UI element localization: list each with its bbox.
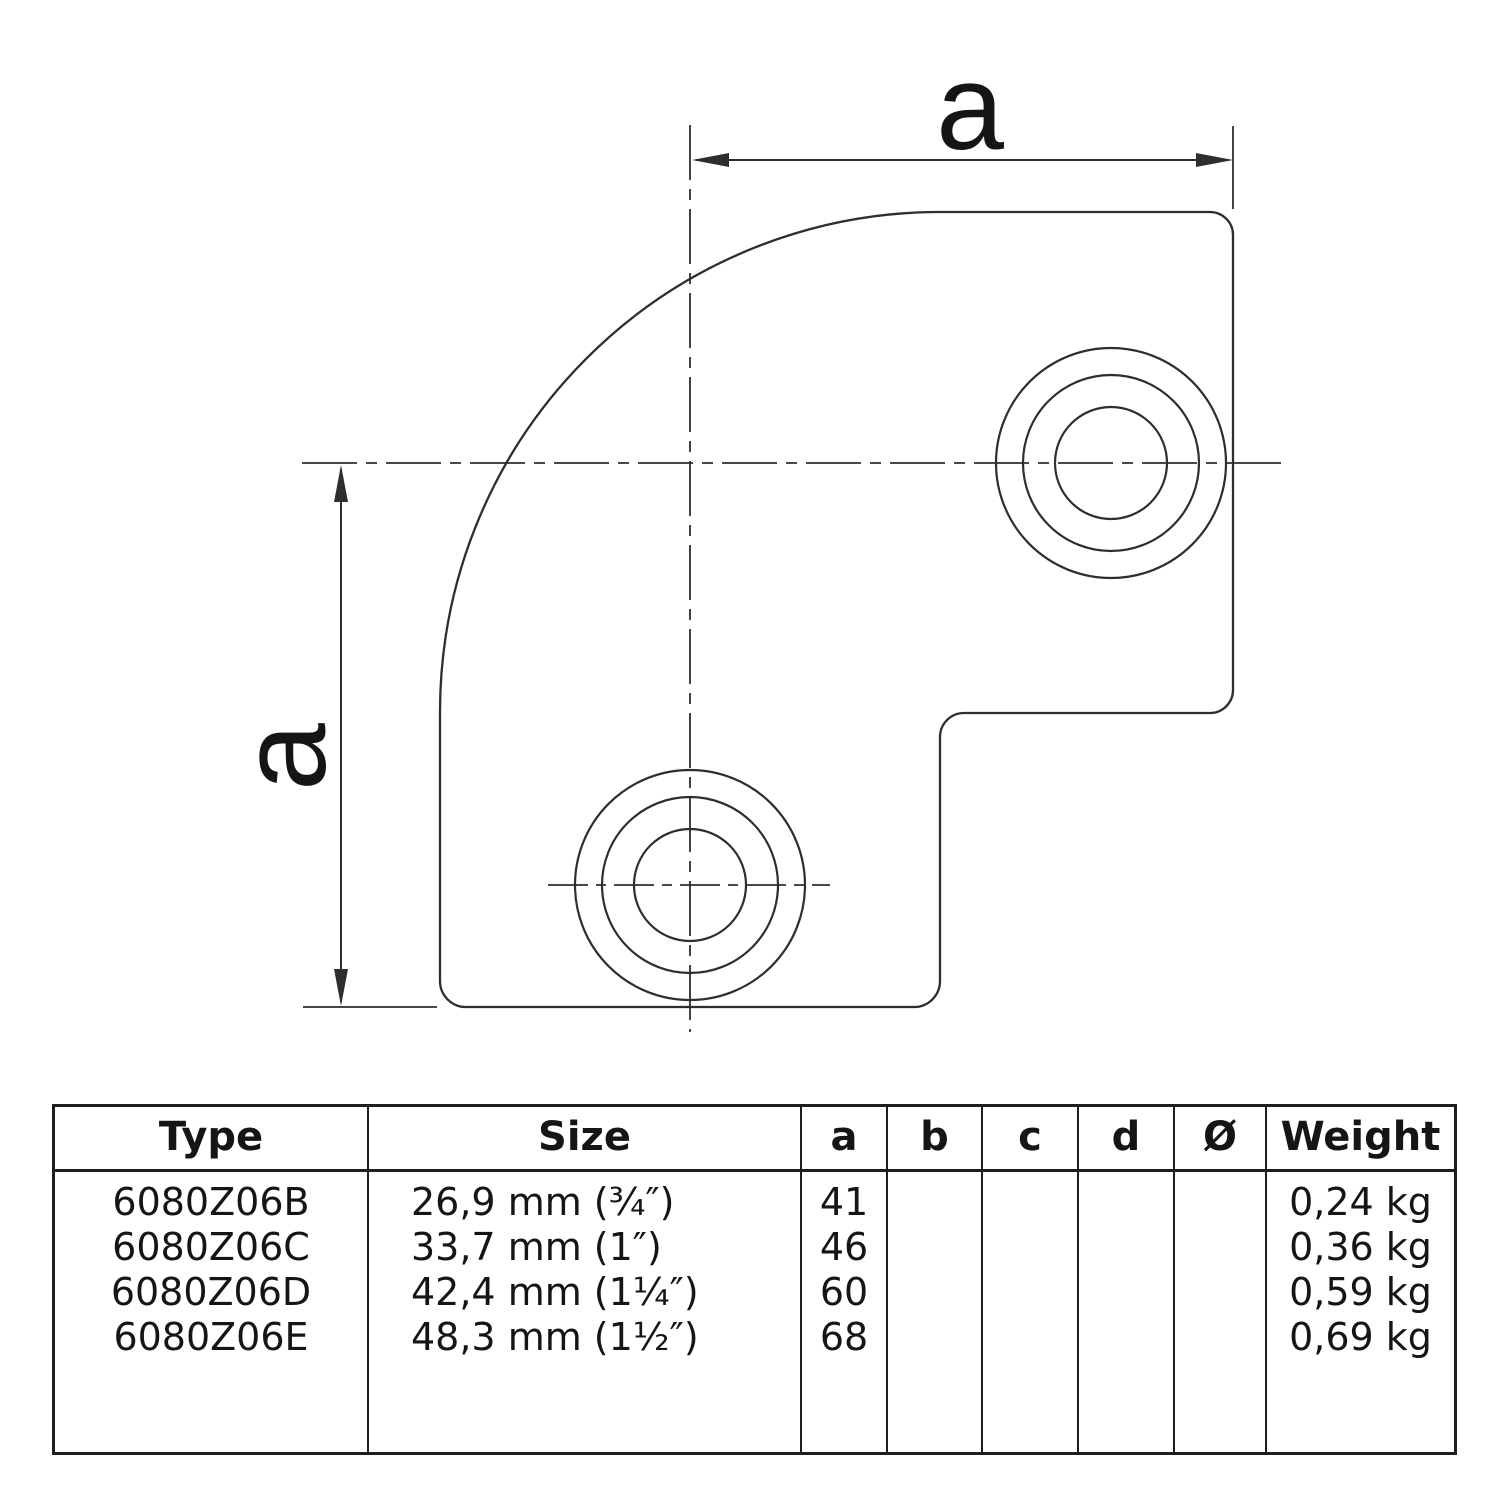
column-header-d: d	[1079, 1107, 1173, 1172]
column-diameter-body	[1175, 1172, 1265, 1452]
b-cell	[888, 1180, 981, 1225]
elbow-body-outline	[440, 212, 1233, 1007]
size-cell: 26,9 mm (¾″)	[411, 1180, 675, 1224]
size-cell: 48,3 mm (1½″)	[411, 1315, 699, 1359]
diameter-cell	[1175, 1180, 1265, 1225]
column-header-b: b	[888, 1107, 981, 1172]
arrowhead-left-bottom	[334, 969, 348, 1006]
c-cell	[983, 1270, 1077, 1315]
weight-cell: 0,59 kg	[1289, 1270, 1432, 1314]
arrowhead-top-left	[692, 153, 729, 167]
column-header-weight: Weight	[1267, 1107, 1454, 1172]
type-cell: 6080Z06C	[112, 1225, 310, 1269]
a-cell: 68	[819, 1315, 869, 1359]
column-a	[802, 1107, 888, 1452]
arrowhead-left-top	[334, 465, 348, 502]
column-header-a: a	[802, 1107, 886, 1172]
type-cell: 6080Z06D	[110, 1270, 312, 1314]
diameter-cell	[1175, 1270, 1265, 1315]
column-header-size: Size	[369, 1107, 800, 1172]
type-cell: 6080Z06B	[112, 1180, 310, 1224]
dimension-label-left: a	[215, 723, 351, 791]
column-type-body	[55, 1172, 367, 1452]
dimension-label-top: a	[936, 39, 1004, 175]
d-cell	[1079, 1225, 1173, 1270]
d-cell	[1079, 1270, 1173, 1315]
weight-cell: 0,36 kg	[1289, 1225, 1432, 1269]
b-cell	[888, 1315, 981, 1360]
column-header-diameter: Ø	[1175, 1107, 1265, 1172]
c-cell	[983, 1315, 1077, 1360]
column-type	[55, 1107, 369, 1452]
column-weight	[1267, 1107, 1454, 1452]
column-a-body	[802, 1172, 886, 1452]
c-cell	[983, 1180, 1077, 1225]
column-weight-body	[1267, 1172, 1454, 1452]
b-cell	[888, 1270, 981, 1315]
a-cell: 60	[819, 1270, 869, 1314]
spec-table	[52, 1104, 1457, 1455]
diameter-cell	[1175, 1225, 1265, 1270]
a-cell: 41	[819, 1180, 869, 1224]
arrowhead-top-right	[1196, 153, 1233, 167]
column-c	[983, 1107, 1079, 1452]
size-cell: 33,7 mm (1″)	[411, 1225, 662, 1269]
d-cell	[1079, 1180, 1173, 1225]
size-cell: 42,4 mm (1¼″)	[411, 1270, 699, 1314]
a-cell: 46	[819, 1225, 869, 1269]
column-diameter	[1175, 1107, 1267, 1452]
column-b-body	[888, 1172, 981, 1452]
column-header-type: Type	[55, 1107, 367, 1172]
c-cell	[983, 1225, 1077, 1270]
type-cell: 6080Z06E	[113, 1315, 309, 1359]
column-header-c: c	[983, 1107, 1077, 1172]
weight-cell: 0,69 kg	[1289, 1315, 1432, 1359]
weight-cell: 0,24 kg	[1289, 1180, 1432, 1224]
column-c-body	[983, 1172, 1077, 1452]
column-d	[1079, 1107, 1175, 1452]
column-size	[369, 1107, 802, 1452]
column-d-body	[1079, 1172, 1173, 1452]
diameter-cell	[1175, 1315, 1265, 1360]
d-cell	[1079, 1315, 1173, 1360]
column-b	[888, 1107, 983, 1452]
b-cell	[888, 1225, 981, 1270]
column-size-body	[369, 1172, 800, 1452]
